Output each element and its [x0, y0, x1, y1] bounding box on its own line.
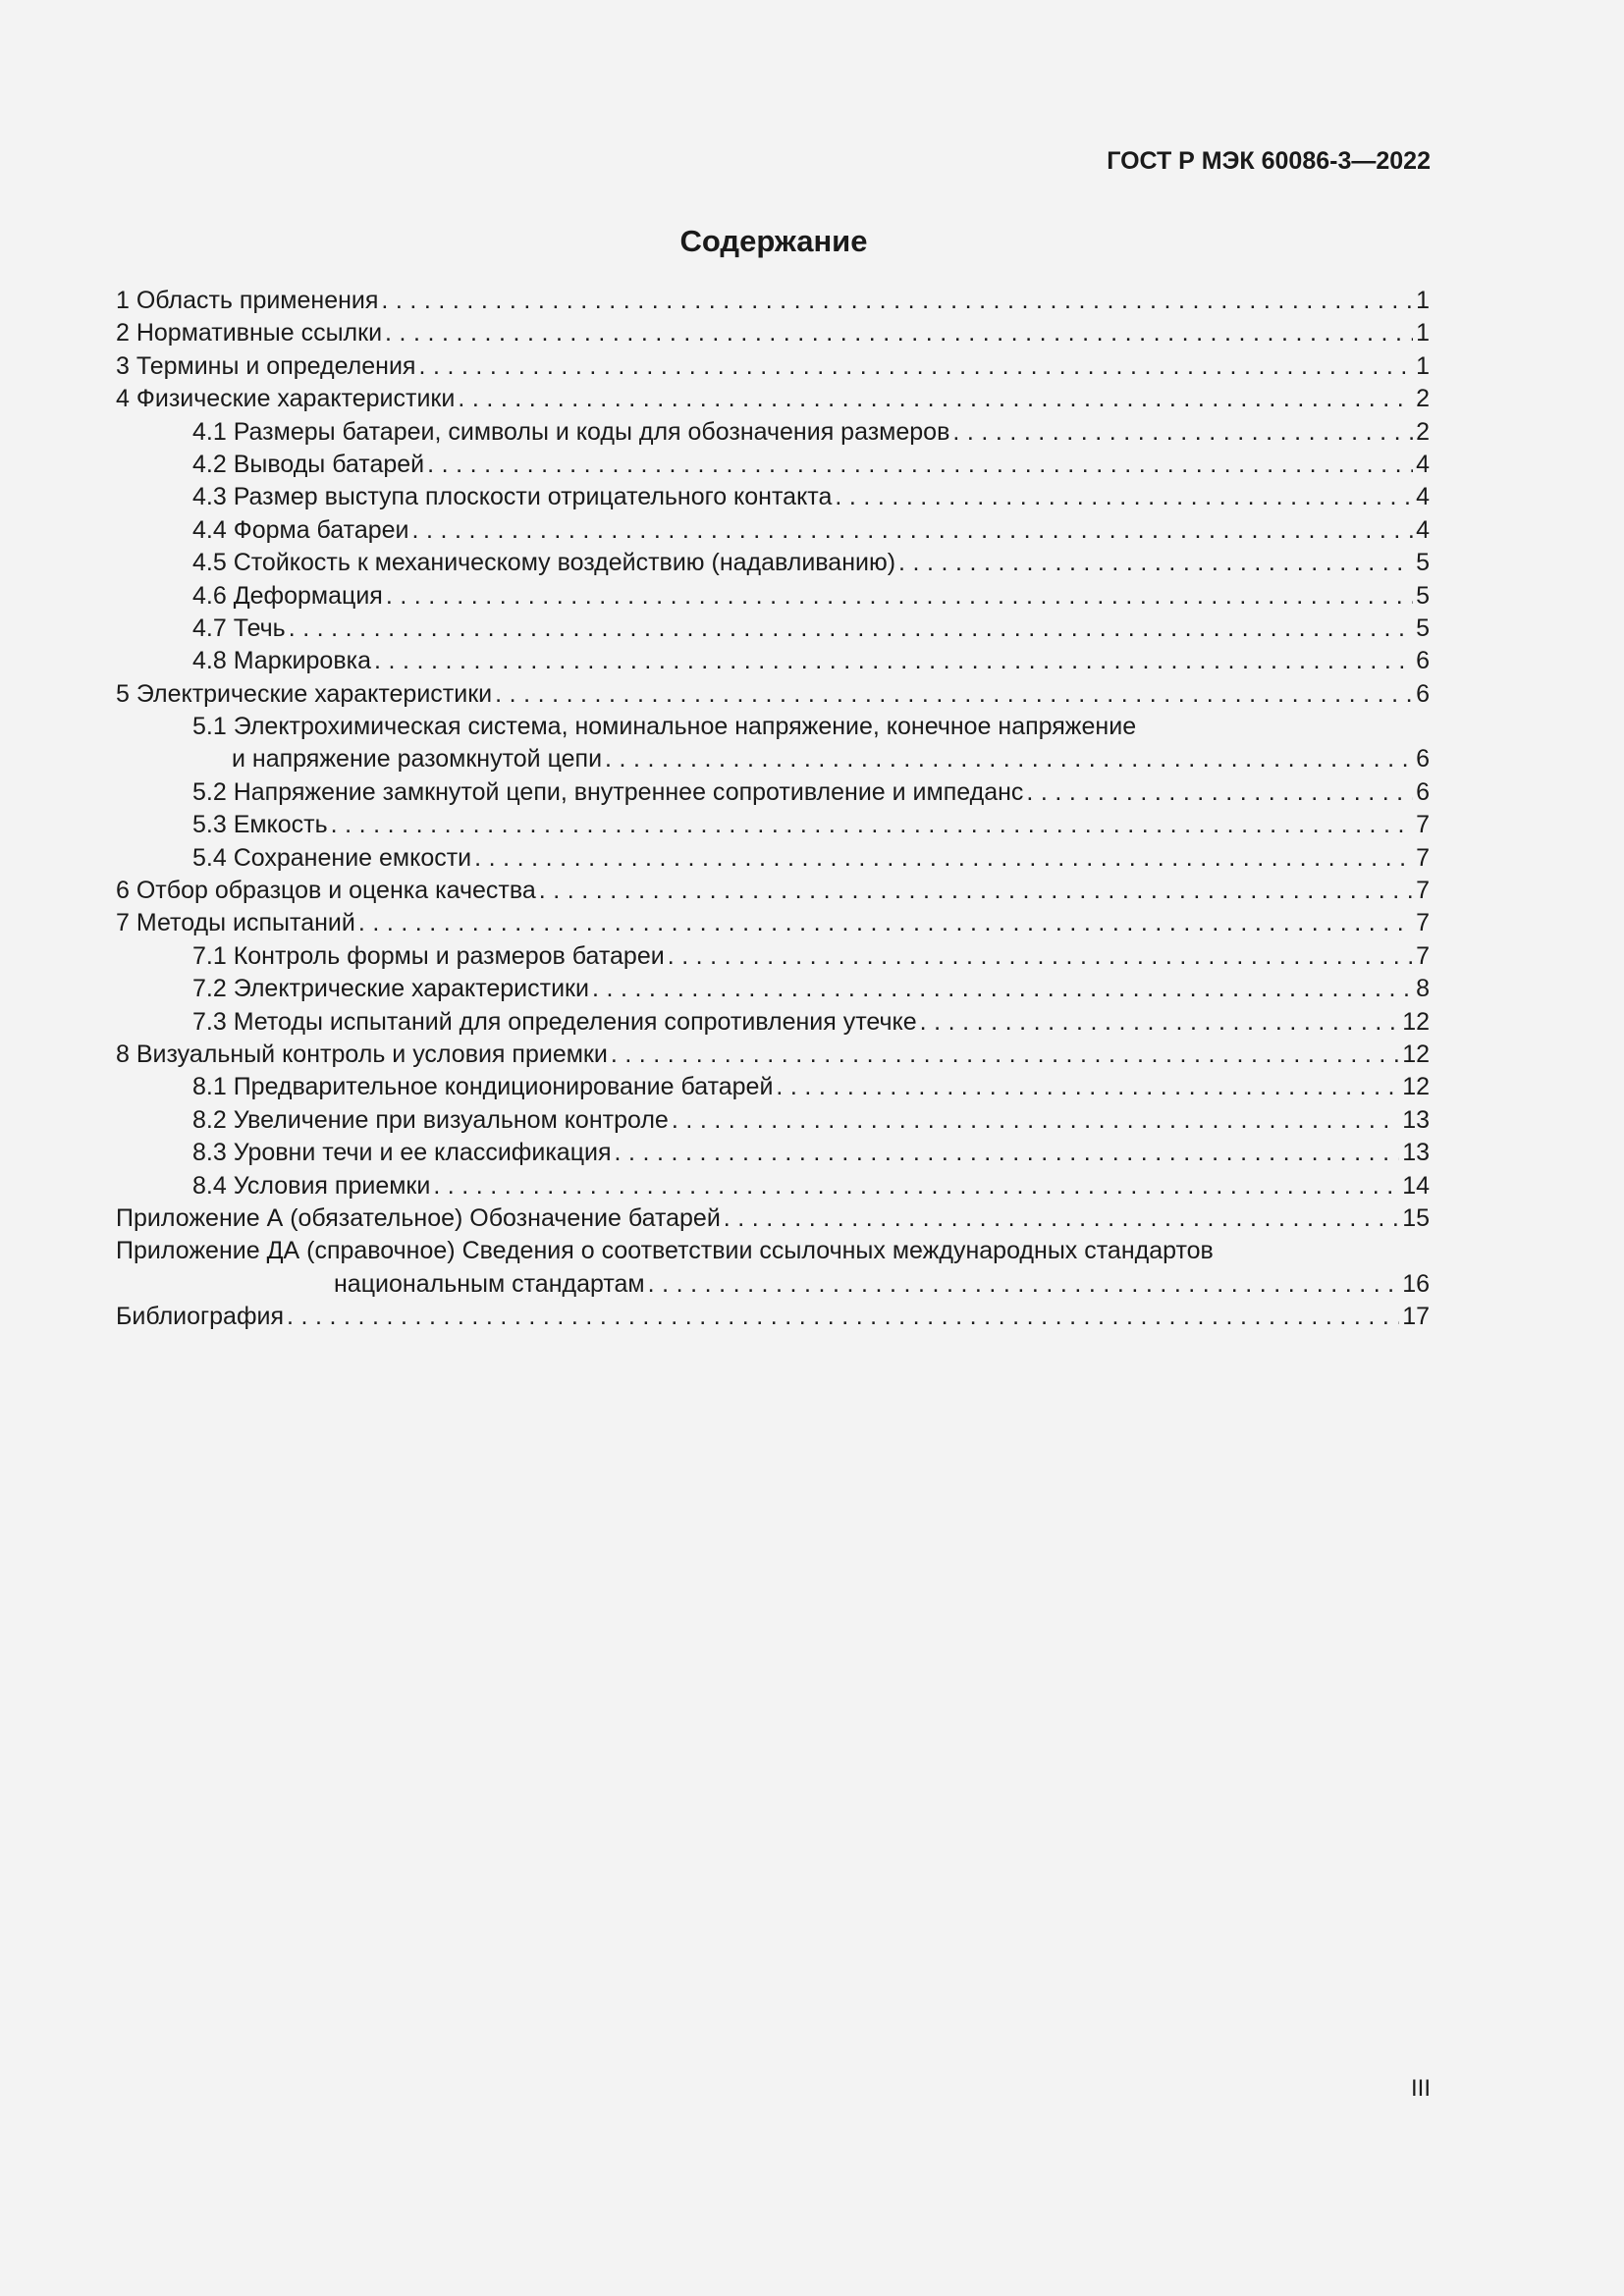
toc-leader-dots [374, 645, 1413, 677]
toc-leader-dots [605, 743, 1413, 775]
toc-entry-page: 4 [1416, 515, 1430, 544]
toc-leader-dots [724, 1202, 1399, 1235]
toc-entry-label: 5 Электрические характеристики [116, 679, 493, 708]
toc-entry[interactable] [116, 1170, 1430, 1202]
toc-entry-label: 7.3 Методы испытаний для определения сопротивления утечке [192, 1007, 917, 1036]
toc-entry-label: 4.1 Размеры батареи, символы и коды для обозначения размеров [192, 417, 950, 446]
toc-entry[interactable] [116, 1235, 1430, 1267]
toc-entry[interactable] [116, 350, 1430, 383]
toc-leader-dots [458, 383, 1413, 415]
toc-entry-label: 2 Нормативные ссылки [116, 319, 383, 347]
toc-entry[interactable] [116, 449, 1430, 481]
toc-entry-label: 4.8 Маркировка [192, 647, 371, 675]
toc-entry[interactable] [116, 1301, 1430, 1333]
toc-leader-dots [386, 580, 1413, 613]
toc-leader-dots [668, 940, 1413, 973]
toc-entry[interactable] [116, 776, 1430, 809]
toc-leader-dots [898, 547, 1413, 579]
toc-leader-dots [433, 1170, 1399, 1202]
toc-entry-page: 4 [1416, 450, 1430, 478]
toc-entry-page: 7 [1416, 843, 1430, 872]
toc-entry-page: 6 [1416, 745, 1430, 774]
toc-entry[interactable] [116, 547, 1430, 579]
toc-entry[interactable] [116, 613, 1430, 645]
toc-entry-label: 8.3 Уровни течи и ее классификация [192, 1139, 612, 1167]
toc-entry[interactable] [116, 1039, 1430, 1071]
toc-title: Содержание [679, 224, 868, 258]
toc-leader-dots [412, 514, 1414, 547]
toc-entry-page: 5 [1416, 614, 1430, 642]
toc-leader-dots [611, 1039, 1399, 1071]
toc-entry-label: 7.1 Контроль формы и размеров батареи [192, 941, 665, 970]
toc-entry-page: 8 [1416, 975, 1430, 1003]
toc-leader-dots [385, 317, 1413, 349]
toc-entry-label: 8.4 Условия приемки [192, 1171, 431, 1200]
toc-entry[interactable] [116, 1137, 1430, 1169]
toc-leader-dots [592, 973, 1413, 1005]
toc-entry-page: 16 [1402, 1269, 1430, 1298]
toc-entry[interactable] [116, 678, 1430, 711]
toc-entry-label: 4.2 Выводы батарей [192, 450, 425, 478]
toc-entry[interactable] [116, 1104, 1430, 1137]
toc-entry[interactable] [116, 580, 1430, 613]
toc-entry-page: 15 [1402, 1203, 1430, 1232]
toc-entry-page: 14 [1402, 1171, 1430, 1200]
toc-entry[interactable] [116, 842, 1430, 875]
toc-entry-label: 4.7 Течь [192, 614, 286, 642]
toc-entry-page: 7 [1416, 811, 1430, 839]
toc-leader-dots [358, 907, 1413, 939]
toc-entry[interactable] [116, 940, 1430, 973]
toc-leader-dots [835, 481, 1413, 513]
toc-entry[interactable] [116, 645, 1430, 677]
toc-entry-page: 1 [1416, 287, 1430, 314]
toc-leader-dots [495, 678, 1413, 711]
toc-entry-page: 7 [1416, 909, 1430, 937]
toc-leader-dots [648, 1268, 1400, 1301]
toc-leader-dots [418, 350, 1413, 383]
toc-entry[interactable] [116, 1202, 1430, 1235]
toc-entry-label: 4 Физические характеристики [116, 385, 456, 413]
toc-entry-label: Библиография [116, 1303, 285, 1331]
toc-entry-label: 8 Визуальный контроль и условия приемки [116, 1040, 608, 1068]
toc-entry-label: и напряжение разомкнутой цепи [232, 745, 603, 774]
toc-entry[interactable] [116, 711, 1430, 743]
table-of-contents [116, 285, 1430, 1334]
toc-leader-dots [474, 842, 1413, 875]
toc-leader-dots [331, 809, 1413, 841]
toc-entry[interactable] [116, 481, 1430, 513]
toc-leader-dots [776, 1071, 1399, 1103]
toc-entry-page: 2 [1416, 385, 1430, 413]
toc-entry-page: 6 [1416, 777, 1430, 806]
toc-entry-page: 6 [1416, 647, 1430, 675]
toc-entry-label: 8.1 Предварительное кондиционирование батарей [192, 1073, 774, 1101]
toc-entry-label: 4.4 Форма батареи [192, 515, 409, 544]
toc-entry-label: 5.4 Сохранение емкости [192, 843, 472, 872]
toc-leader-dots [920, 1006, 1400, 1039]
toc-entry-label: 4.3 Размер выступа плоскости отрицательного контакта [192, 483, 833, 511]
toc-entry-page: 6 [1416, 679, 1430, 708]
toc-leader-dots [615, 1137, 1400, 1169]
toc-entry-page: 5 [1416, 549, 1430, 577]
toc-entry-label: 5.3 Емкость [192, 811, 328, 839]
toc-entry-label: Приложение А (обязательное) Обозначение батарей [116, 1203, 721, 1232]
toc-entry[interactable] [116, 317, 1430, 349]
toc-entry-page: 12 [1402, 1040, 1430, 1068]
toc-entry[interactable] [116, 875, 1430, 907]
toc-entry[interactable] [116, 907, 1430, 939]
toc-leader-dots [1026, 776, 1413, 809]
page-header: ГОСТ Р МЭК 60086-3—2022 [1107, 147, 1431, 175]
toc-entry[interactable] [116, 1268, 1430, 1301]
toc-entry-page: 7 [1416, 941, 1430, 970]
toc-entry[interactable] [116, 285, 1430, 317]
toc-entry-page: 12 [1402, 1007, 1430, 1036]
toc-entry-label: 4.5 Стойкость к механическому воздействию (надавливанию) [192, 549, 896, 577]
toc-entry-page: 13 [1402, 1105, 1430, 1134]
toc-entry[interactable] [116, 809, 1430, 841]
toc-entry-label: Приложение ДА (справочное) Сведения о соответствии ссылочных международных стандартов [116, 1237, 1214, 1265]
toc-leader-dots [672, 1104, 1399, 1137]
toc-leader-dots [427, 449, 1413, 481]
toc-entry[interactable] [116, 973, 1430, 1005]
toc-entry-label: 8.2 Увеличение при визуальном контроле [192, 1105, 669, 1134]
toc-entry-label: 5.2 Напряжение замкнутой цепи, внутреннее сопротивление и импеданс [192, 777, 1024, 806]
toc-entry-page: 7 [1416, 877, 1430, 905]
toc-entry-label: 7.2 Электрические характеристики [192, 975, 589, 1003]
toc-entry[interactable] [116, 383, 1430, 415]
toc-entry[interactable] [116, 743, 1430, 775]
toc-entry-label: 3 Термины и определения [116, 351, 416, 380]
toc-entry[interactable] [116, 514, 1430, 547]
toc-leader-dots [539, 875, 1413, 907]
toc-entry-page: 17 [1402, 1303, 1430, 1331]
toc-entry-label: 5.1 Электрохимическая система, номинальное напряжение, конечное напряжение [192, 713, 1137, 741]
toc-leader-dots [952, 416, 1413, 449]
toc-leader-dots [381, 285, 1413, 317]
toc-entry[interactable] [116, 1071, 1430, 1103]
toc-entry-page: 2 [1416, 417, 1430, 446]
toc-entry-page: 1 [1416, 351, 1430, 380]
toc-entry[interactable] [116, 416, 1430, 449]
toc-entry-page: 13 [1402, 1139, 1430, 1167]
toc-entry[interactable] [116, 1006, 1430, 1039]
toc-entry-label: национальным стандартам [334, 1269, 645, 1298]
toc-entry-page: 1 [1416, 319, 1430, 347]
toc-entry-label: 7 Методы испытаний [116, 909, 355, 937]
toc-leader-dots [289, 613, 1413, 645]
page-number: III [1410, 2075, 1431, 2102]
toc-leader-dots [287, 1301, 1399, 1333]
toc-entry-label: 4.6 Деформация [192, 581, 383, 610]
toc-entry-label: 1 Область применения [116, 287, 379, 314]
toc-entry-page: 12 [1402, 1073, 1430, 1101]
toc-entry-page: 4 [1416, 483, 1430, 511]
toc-entry-label: 6 Отбор образцов и оценка качества [116, 877, 536, 905]
toc-entry-page: 5 [1416, 581, 1430, 610]
